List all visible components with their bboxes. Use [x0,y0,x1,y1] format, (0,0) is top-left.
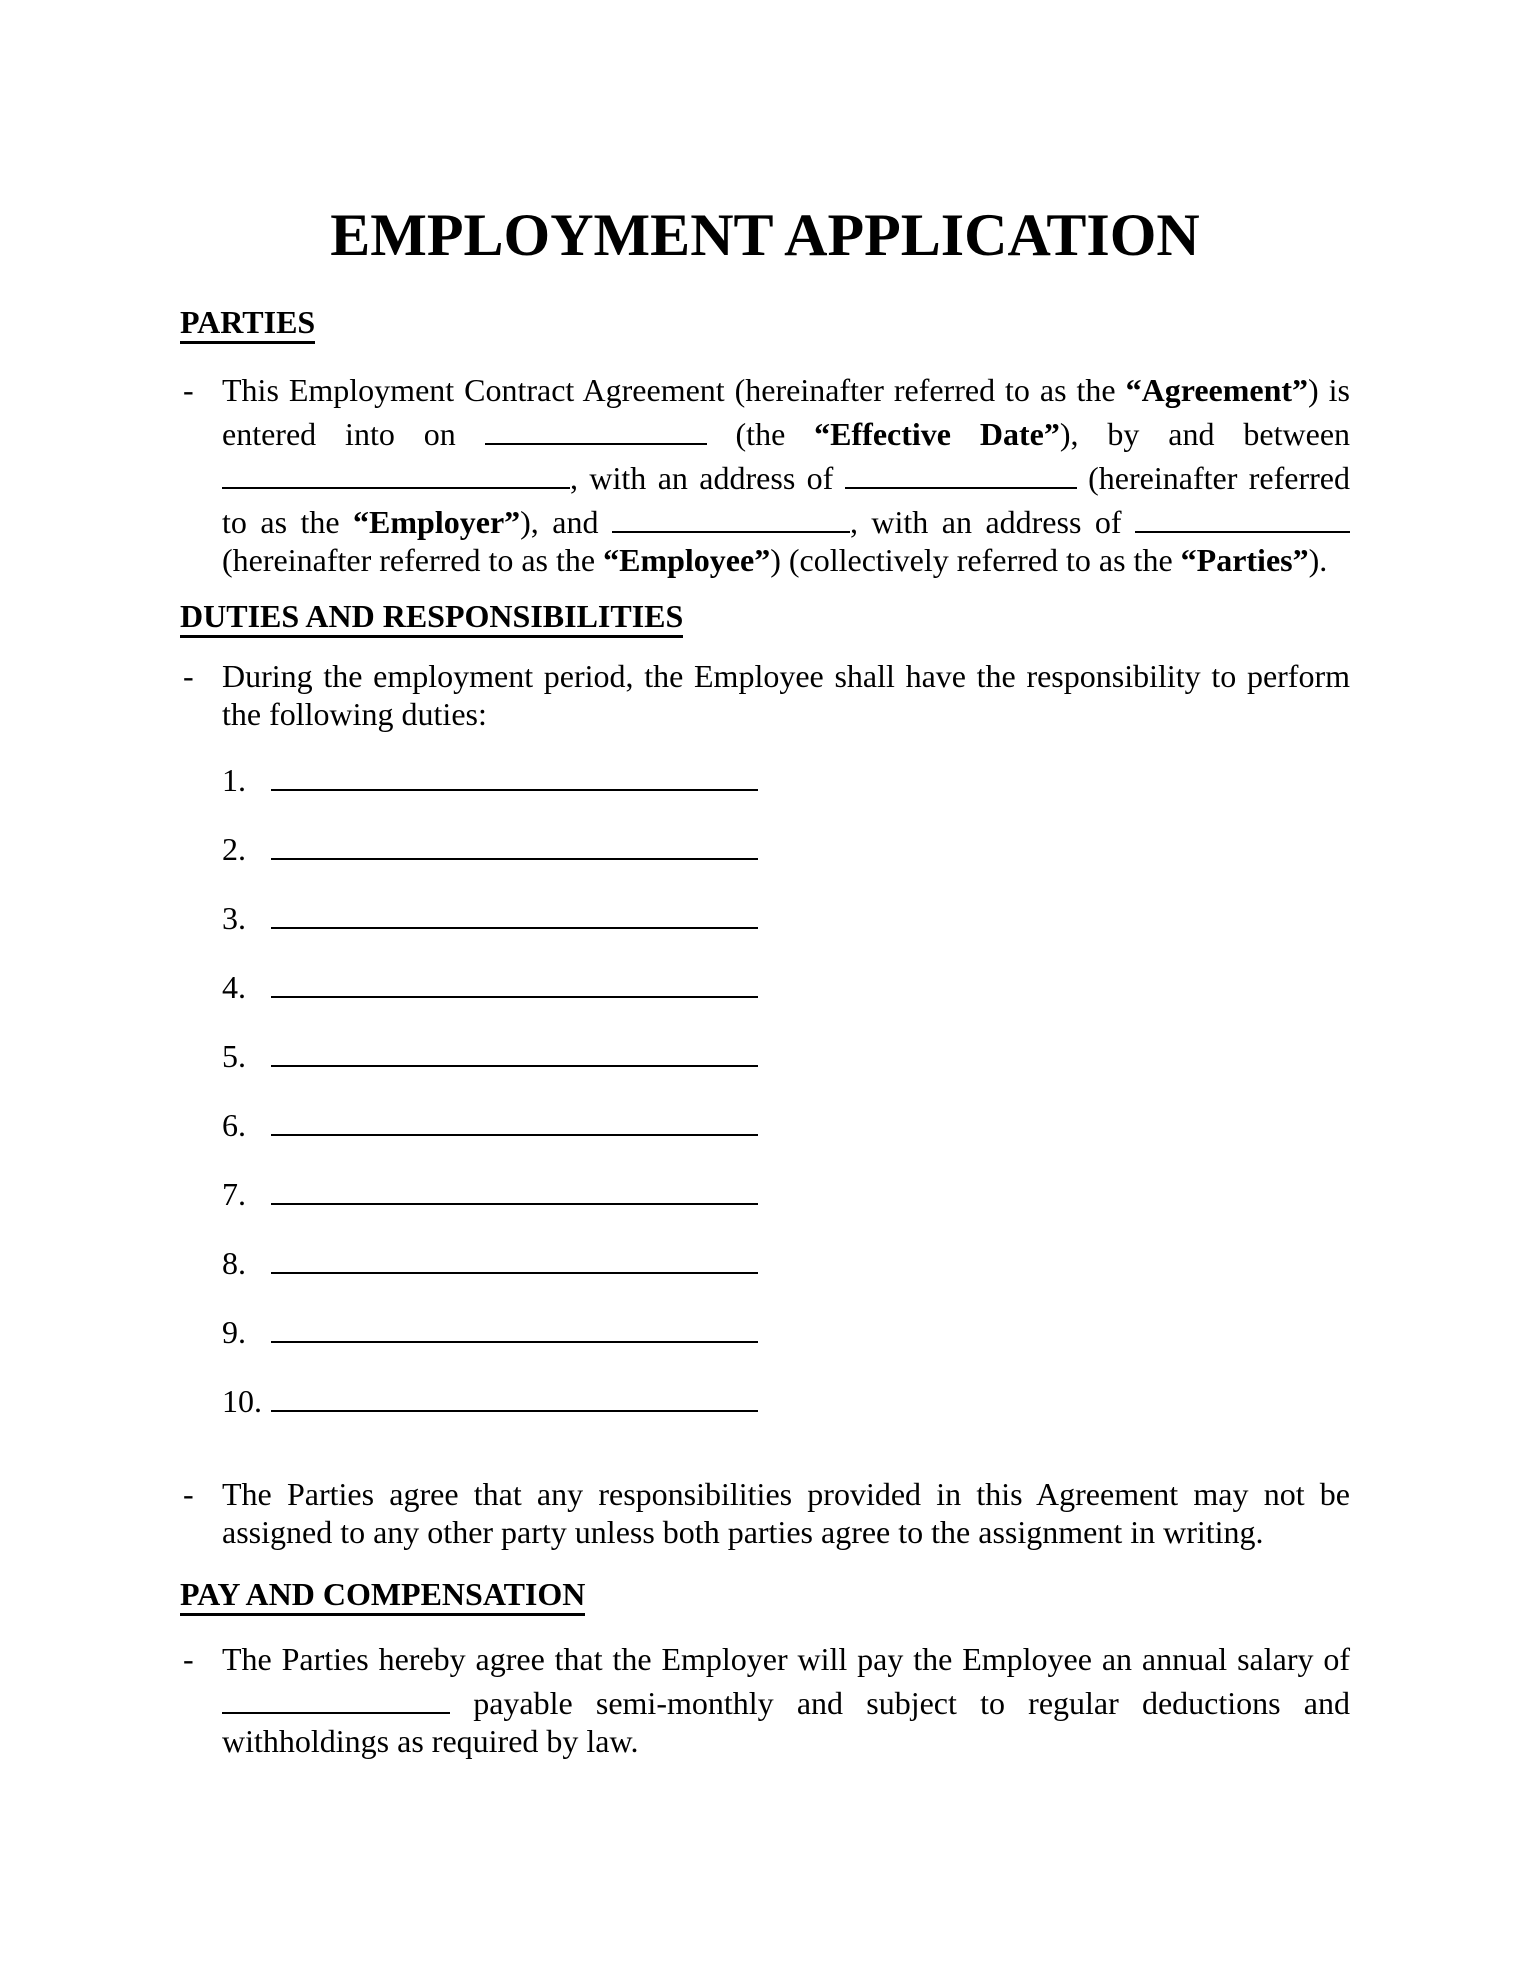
duty-item [222,893,1350,937]
blank-field[interactable] [1135,497,1350,533]
duties-intro-text: During the employment period, the Employee shall have the responsibility to perform the following duties: [222,658,1350,732]
duty-number: 4. [222,969,246,1005]
duty-blank-field[interactable] [271,1376,758,1412]
duty-number: 5. [222,1038,246,1074]
duty-blank-field[interactable] [271,1031,758,1067]
assignment-paragraph [180,1475,1350,1551]
bold-term: “Employer” [353,504,521,540]
duty-item [222,962,1350,1006]
duty-blank-field[interactable] [271,824,758,860]
duty-blank-field[interactable] [271,1238,758,1274]
section-heading-duties: DUTIES AND RESPONSIBILITIES [180,597,1350,635]
bold-term: “Agreement” [1125,372,1309,408]
duty-blank-field[interactable] [271,1169,758,1205]
blank-field[interactable] [222,1678,450,1714]
duty-number: 3. [222,900,246,936]
duty-item [222,824,1350,868]
duty-item [222,1307,1350,1351]
duty-number: 1. [222,762,246,798]
duty-item [222,1031,1350,1075]
assignment-text: The Parties agree that any responsibilities provided in this Agreement may not be assigned to any other party unless both parties agree to the assignment in writing. [222,1476,1350,1550]
bullet-dash: - [183,372,194,408]
bold-term: “Parties” [1180,542,1309,578]
bold-term: “Employee” [603,542,771,578]
duty-number: 10. [222,1383,262,1419]
duty-blank-field[interactable] [271,893,758,929]
duty-number: 2. [222,831,246,867]
duty-blank-field[interactable] [271,1307,758,1343]
duty-item [222,1169,1350,1213]
duty-number: 7. [222,1176,246,1212]
duty-item [222,1100,1350,1144]
pay-clause-text: The Parties hereby agree that the Employer will pay the Employee an annual salary of payable semi-monthly and subject to regular deductions and withholdings as required by law. [222,1641,1350,1759]
duty-item [222,1376,1350,1420]
bullet-dash: - [183,1476,194,1512]
parties-clause-text: This Employment Contract Agreement (hereinafter referred to as the “Agreement”) is entered into on (the “Effective Date”), by and between , with an address of (hereinafter referred to as the “Employer”), and , with an address of (hereinafter referred to as the “Employee”) (collectively referred to as the “Parties”). [222,372,1351,578]
duty-item [222,755,1350,799]
document-title: EMPLOYMENT APPLICATION [330,202,1200,268]
bullet-dash: - [183,1641,194,1677]
bold-term: “Effective Date” [814,416,1060,452]
duty-item [222,1238,1350,1282]
duties-intro-paragraph [180,657,1350,733]
blank-field[interactable] [222,453,570,489]
blank-field[interactable] [845,453,1077,489]
duty-number: 8. [222,1245,246,1281]
parties-clause-paragraph [180,371,1350,579]
blank-field[interactable] [485,409,707,445]
duty-number: 9. [222,1314,246,1350]
section-heading-parties: PARTIES [180,303,1350,341]
duties-list [180,755,1350,1420]
duty-blank-field[interactable] [271,755,758,791]
duty-number: 6. [222,1107,246,1143]
duty-blank-field[interactable] [271,1100,758,1136]
duty-blank-field[interactable] [271,962,758,998]
pay-clause-paragraph [180,1640,1350,1760]
bullet-dash: - [183,658,194,694]
blank-field[interactable] [612,497,850,533]
section-heading-pay: PAY AND COMPENSATION [180,1575,1350,1613]
